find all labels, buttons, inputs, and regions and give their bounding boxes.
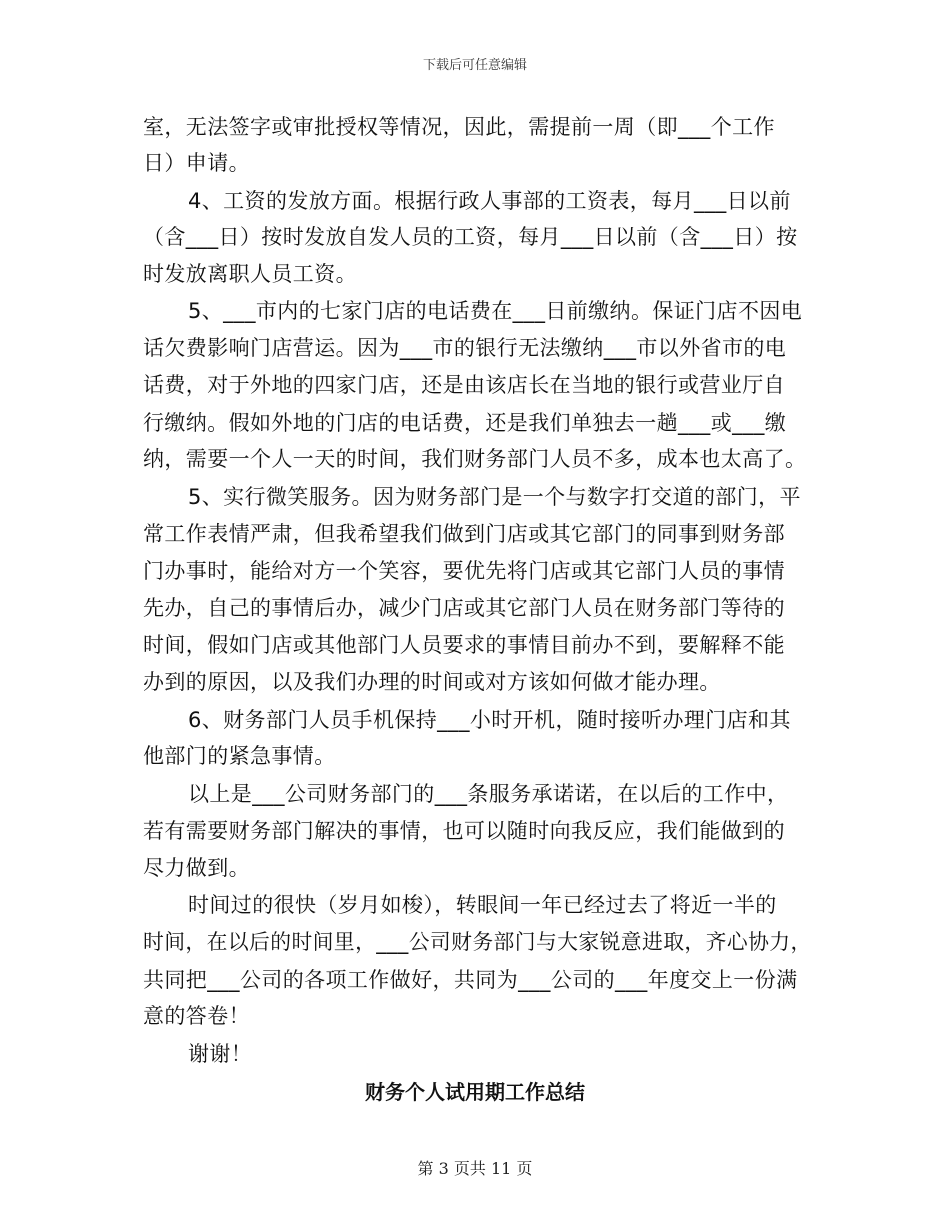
text-line: 门办事时，能给对方一个笑容，要优先将门店或其它部门人员的事情 <box>143 559 785 583</box>
text-line: 纳，需要一个人一天的时间，我们财务部门人员不多，成本也太高了。 <box>143 447 807 471</box>
page-footer: 第 3 页共 11 页 <box>417 1159 533 1178</box>
text-line: 6、财务部门人员手机保持___小时开机，随时接听办理门店和其 <box>188 708 791 732</box>
text-line: 5、___市内的七家门店的电话费在___日前缴纳。保证门店不因电 <box>188 299 803 323</box>
text-line: 意的答卷！ <box>143 1004 250 1028</box>
text-line: 共同把___公司的各项工作做好，共同为___公司的___年度交上一份满 <box>143 968 798 992</box>
text-line: 以上是___公司财务部门的___条服务承诺诺，在以后的工作中， <box>188 782 789 806</box>
text-line: 先办，自己的事情后办，减少门店或其它部门人员在财务部门等待的 <box>143 596 785 620</box>
section-title: 财务个人试用期工作总结 <box>365 1080 585 1104</box>
text-line: 办到的原因，以及我们办理的时间或对方该如何做才能办理。 <box>143 670 721 694</box>
text-line: 行缴纳。假如外地的门店的电话费，还是我们单独去一趟___或___缴 <box>143 411 787 435</box>
text-line: 时间，假如门店或其他部门人员要求的事情目前办不到，要解释不能 <box>143 633 785 657</box>
text-line: 室，无法签字或审批授权等情况，因此，需提前一周（即___个工作 <box>143 115 775 139</box>
text-line: 4、工资的发放方面。根据行政人事部的工资表，每月___日以前 <box>188 189 791 213</box>
text-line: 时间，在以后的时间里，___公司财务部门与大家锐意进取，齐心协力， <box>143 930 812 954</box>
text-line: 谢谢！ <box>188 1042 253 1066</box>
text-line: 时发放离职人员工资。 <box>143 262 357 286</box>
page-header: 下载后可任意编辑 <box>422 58 527 73</box>
text-line: 时间过的很快（岁月如梭），转眼间一年已经过去了将近一半的 <box>188 893 777 917</box>
text-line: 日）申请。 <box>143 151 250 175</box>
text-line: （含___日）按时发放自发人员的工资，每月___日以前（含___日）按 <box>143 225 798 249</box>
text-line: 5、实行微笑服务。因为财务部门是一个与数字打交道的部门，平 <box>188 485 801 509</box>
text-line: 话欠费影响门店营运。因为___市的银行无法缴纳___市以外省市的电 <box>143 336 787 360</box>
text-line: 常工作表情严肃，但我希望我们做到门店或其它部门的同事到财务部 <box>143 522 785 546</box>
text-line: 话费，对于外地的四家门店，还是由该店长在当地的银行或营业厅自 <box>143 373 785 397</box>
text-line: 若有需要财务部门解决的事情，也可以随时向我反应，我们能做到的 <box>143 819 785 843</box>
text-line: 他部门的紧急事情。 <box>143 744 336 768</box>
text-line: 尽力做到。 <box>143 856 250 880</box>
